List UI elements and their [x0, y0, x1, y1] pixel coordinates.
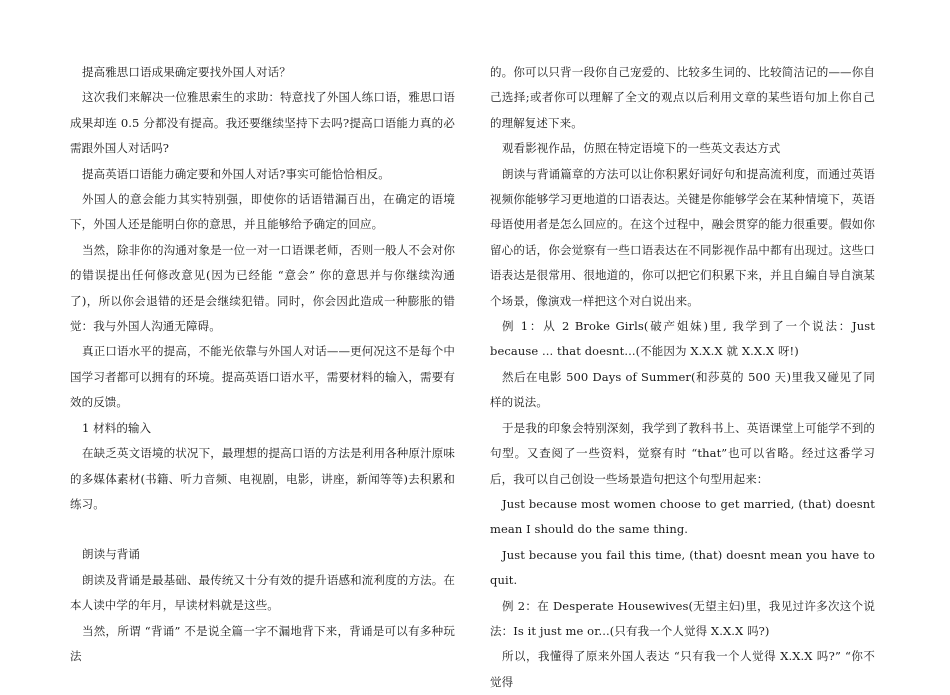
paragraph-continued: 的。你可以只背一段你自己宠爱的、比较多生词的、比较简洁记的——你自己选择;或者你可以理解了全文的观点以后利用文章的某些语句加上你自己的理解复述下来。	[490, 65, 875, 130]
paragraph: 提高英语口语能力确定要和外国人对话?事实可能恰恰相反。	[82, 166, 390, 181]
blank-line	[70, 517, 455, 542]
paragraph: 朗读及背诵是最基础、最传统又十分有效的提升语感和流利度的方法。在本人读中学的年月，早读材料就是这些。	[70, 572, 455, 613]
section-heading: 1 材料的输入	[82, 420, 152, 435]
paragraph: 于是我的印象会特别深刻，我学到了教科书上、英语课堂上可能学不到的句型。又查阅了一些资料，觉察有时 “that”也可以省略。经过这番学习后，我可以自己创设一些场景造句把这个句型用起来：	[490, 420, 875, 486]
paragraph: 这次我们来解决一位雅思索生的求助：特意找了外国人练口语，雅思口语成果却连 0.5 分都没有提高。我还要继续坚持下去吗?提高口语能力真的必需跟外国人对话吗?	[70, 90, 455, 156]
left-column	[70, 60, 455, 669]
right-column	[490, 60, 875, 695]
paragraph: 在缺乏英文语境的状况下，最理想的提高口语的方法是利用各种原汁原味的多媒体素材(书籍、听力音频、电视剧，电影，讲座，新闻等等)去积累和练习。	[70, 446, 455, 511]
paragraph: 朗读与背诵篇章的方法可以让你积累好词好句和提高流利度，而通过英语视频你能够学习更地道的口语表达。关键是你能够学会在某种情境下，英语母语使用者是怎么回应的。在这个过程中，融会贯穿的能力很重要。假如你留心的话，你会觉察有一些口语表达在不同影视作品中都有出现过。这些口语表达是很常用、很地道的，你可以把它们积累下来，并且自編自导自演某个场景，像演戏一样把这个对白说出来。	[490, 166, 875, 308]
subsection-heading: 朗读与背诵	[82, 547, 140, 562]
example-paragraph: 例 1：从 2 Broke Girls(破产姐妹)里, 我学到了一个说法：Just because ... that doesnt...(不能因为 X.X.X 就 X.X.X 呀!)	[490, 319, 875, 359]
paragraph: 然后在电影 500 Days of Summer(和莎莫的 500 天)里我又碰见了同样的说法。	[490, 369, 875, 410]
example-sentence: Just because most women choose to get married, (that) doesnt mean I should do the same thing.	[490, 496, 875, 537]
paragraph: 所以，我懂得了原来外国人表达 “只有我一个人觉得 X.X.X 吗?” “你不觉得	[490, 649, 875, 689]
paragraph: 外国人的意会能力其实特别强，即使你的话语错漏百出，在确定的语境下，外国人还是能明白你的意思，并且能够给予确定的回应。	[70, 192, 455, 232]
subsection-heading: 观看影视作品，仿照在特定语境下的一些英文表达方式	[502, 141, 781, 156]
paragraph: 当然，除非你的沟通对象是一位一对一口语课老师，否则一般人不会对你的错误提出任何修改意见(因为已经能 “意会” 你的意思并与你继续沟通了)，所以你会退错的还是会继续犯错。同时，你会因此造成一种膨胀的错觉：我与外国人沟通无障碍。	[70, 242, 455, 334]
example-sentence: Just because you fail this time, (that) doesnt mean you have to quit.	[490, 547, 875, 588]
paragraph: 当然，所谓 “背诵” 不是说全篇一字不漏地背下来，背诵是可以有多种玩法	[70, 623, 455, 663]
paragraph: 真正口语水平的提高，不能光依靠与外国人对话——更何况这不是每个中国学习者都可以拥有的环境。提高英语口语水平，需要材料的输入，需要有效的反馈。	[70, 344, 455, 410]
article-title: 提高雅思口语成果确定要找外国人对话？	[82, 65, 291, 79]
example-paragraph: 例 2：在 Desperate Housewives(无望主妇)里，我见过许多次这个说法：Is it just me or...(只有我一个人觉得 X.X.X 吗?)	[490, 598, 875, 638]
